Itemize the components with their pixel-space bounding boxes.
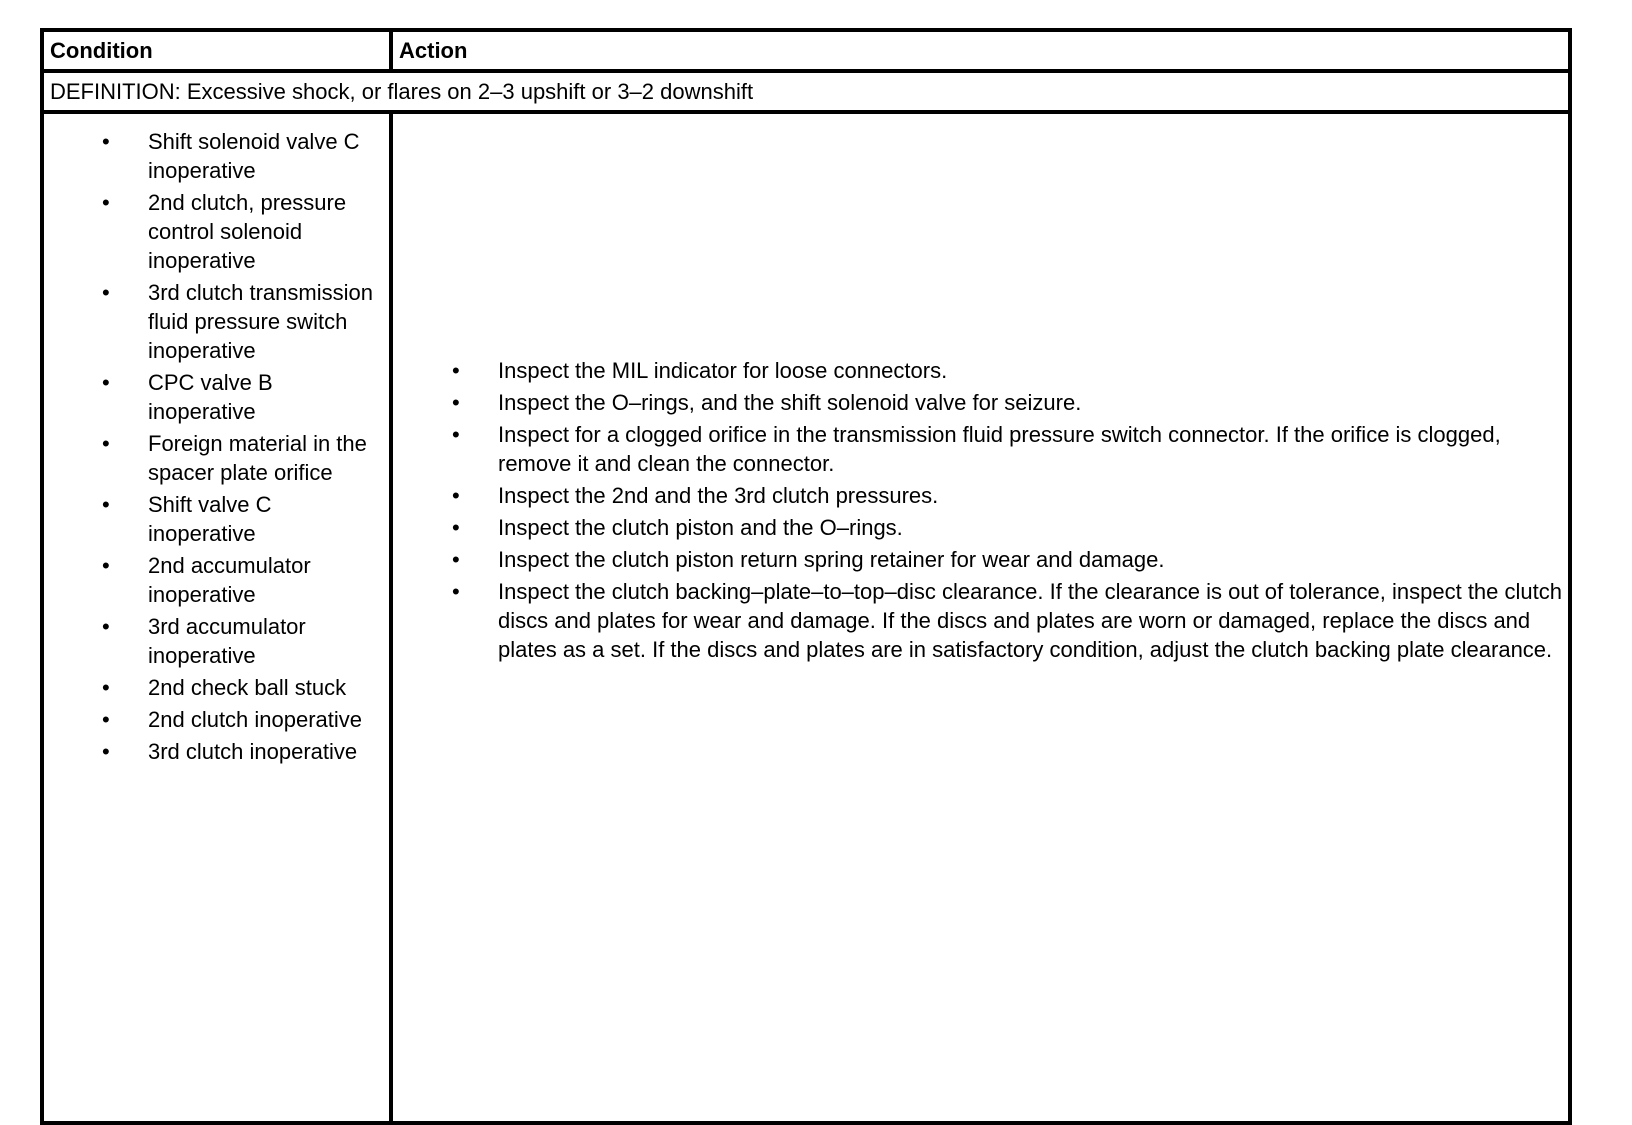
- action-item-text: Inspect the clutch piston and the O–rings.: [498, 515, 903, 540]
- bullet-icon: •: [102, 129, 110, 154]
- bullet-icon: •: [452, 579, 460, 604]
- bullet-icon: •: [102, 370, 110, 395]
- bullet-icon: •: [102, 492, 110, 517]
- condition-item: [50, 551, 383, 609]
- table-body-row: [42, 112, 1570, 1123]
- bullet-icon: •: [452, 422, 460, 447]
- action-item: [399, 481, 1562, 510]
- bullet-icon: •: [452, 390, 460, 415]
- bullet-icon: •: [102, 280, 110, 305]
- bullet-icon: •: [102, 739, 110, 764]
- definition-row: [42, 71, 1570, 112]
- condition-item-text: 2nd clutch, pressure control solenoid inoperative: [148, 190, 347, 273]
- bullet-icon: •: [102, 675, 110, 700]
- bullet-icon: •: [452, 358, 460, 383]
- condition-item-text: 2nd check ball stuck: [148, 675, 347, 700]
- bullet-icon: •: [102, 707, 110, 732]
- action-item: [399, 420, 1562, 478]
- condition-item: [50, 612, 383, 670]
- bullet-icon: •: [102, 431, 110, 456]
- bullet-icon: •: [452, 483, 460, 508]
- action-item: [399, 545, 1562, 574]
- action-cell: [391, 112, 1570, 1123]
- action-header: Action: [391, 30, 1570, 71]
- condition-item-text: 3rd clutch transmission fluid pressure switch inoperative: [148, 280, 373, 363]
- condition-item-text: 3rd accumulator inoperative: [148, 614, 306, 668]
- definition-text: DEFINITION: Excessive shock, or flares on 2–3 upshift or 3–2 downshift: [42, 71, 1570, 112]
- bullet-icon: •: [452, 547, 460, 572]
- action-list: [399, 356, 1562, 664]
- bullet-icon: •: [452, 515, 460, 540]
- action-item-text: Inspect the O–rings, and the shift solenoid valve for seizure.: [498, 390, 1082, 415]
- bullet-icon: •: [102, 190, 110, 215]
- condition-item: [50, 705, 383, 734]
- condition-list: [50, 127, 383, 766]
- condition-item: [50, 278, 383, 365]
- condition-item-text: 2nd clutch inoperative: [148, 707, 363, 732]
- condition-item: [50, 188, 383, 275]
- bullet-icon: •: [102, 614, 110, 639]
- condition-item: [50, 673, 383, 702]
- condition-item-text: Foreign material in the spacer plate orifice: [148, 431, 367, 485]
- condition-cell: [42, 112, 391, 1123]
- action-item: [399, 388, 1562, 417]
- table-header-row: [42, 30, 1570, 71]
- diagnosis-table: [40, 28, 1572, 1125]
- condition-item-text: 3rd clutch inoperative: [148, 739, 358, 764]
- action-item: [399, 577, 1562, 664]
- condition-item: [50, 737, 383, 766]
- condition-item-text: 2nd accumulator inoperative: [148, 553, 311, 607]
- action-item: [399, 356, 1562, 385]
- condition-header: Condition: [42, 30, 391, 71]
- condition-item: [50, 429, 383, 487]
- action-item: [399, 513, 1562, 542]
- action-item-text: Inspect the clutch piston return spring retainer for wear and damage.: [498, 547, 1165, 572]
- bullet-icon: •: [102, 553, 110, 578]
- action-item-text: Inspect for a clogged orifice in the transmission fluid pressure switch connector. If the orifice is clogged, remove it and clean the connector.: [498, 422, 1501, 476]
- condition-item: [50, 368, 383, 426]
- action-item-text: Inspect the MIL indicator for loose connectors.: [498, 358, 948, 383]
- condition-item: [50, 127, 383, 185]
- action-item-text: Inspect the clutch backing–plate–to–top–disc clearance. If the clearance is out of tolerance, inspect the clutch discs and plates for wear and damage. If the discs and plates are worn or damaged, replace the discs and plates as a set. If the discs and plates are in satisfactory condition, adjust the clutch backing plate clearance.: [498, 579, 1562, 662]
- action-item-text: Inspect the 2nd and the 3rd clutch pressures.: [498, 483, 939, 508]
- condition-item-text: CPC valve B inoperative: [148, 370, 273, 424]
- condition-item-text: Shift solenoid valve C inoperative: [148, 129, 360, 183]
- condition-item-text: Shift valve C inoperative: [148, 492, 272, 546]
- condition-item: [50, 490, 383, 548]
